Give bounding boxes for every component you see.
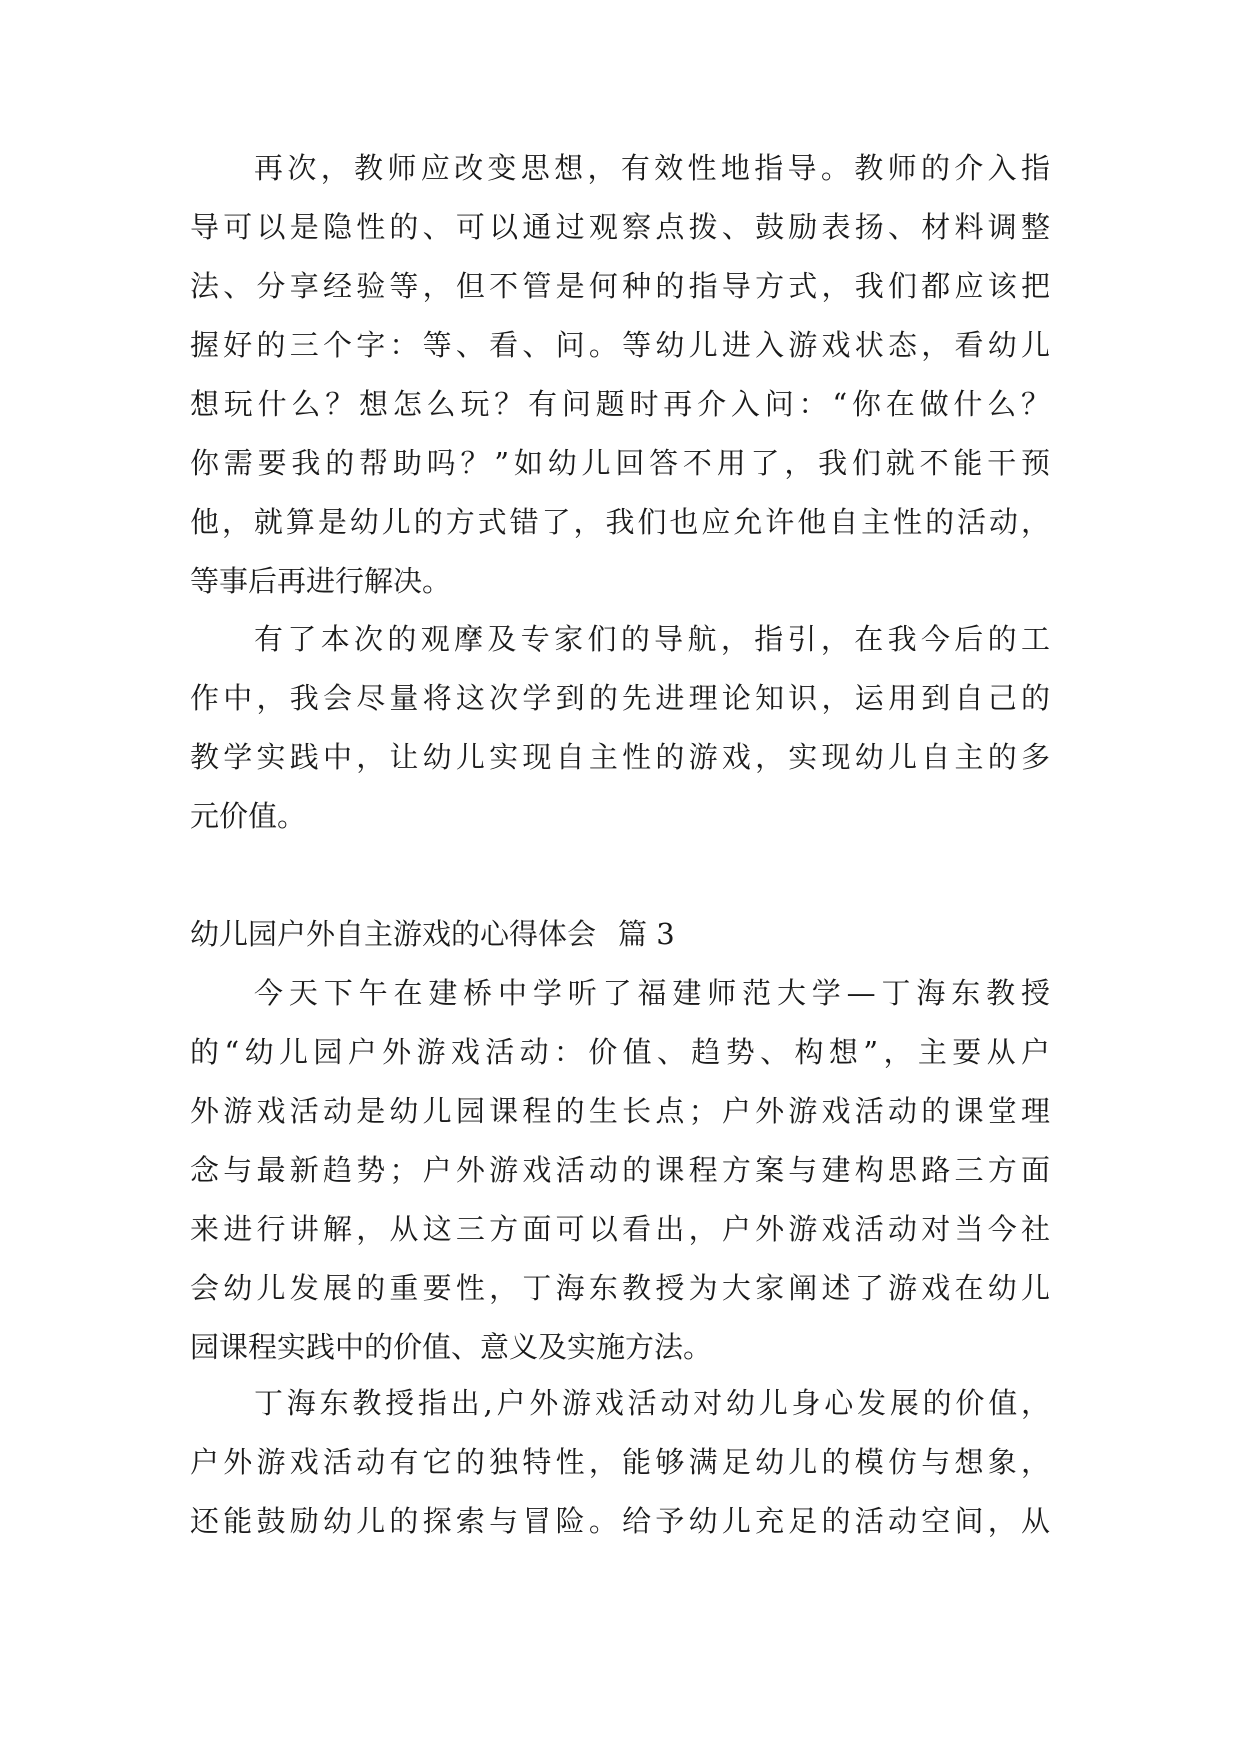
text-line: 丁海东教授指出,户外游戏活动对幼儿身心发展的价值， [254,1386,1050,1420]
text-line: 来进行讲解，从这三方面可以看出，户外游戏活动对当今社 [190,1212,1050,1246]
text-line: 今天下午在建桥中学听了福建师范大学—丁海东教授 [254,976,1050,1010]
text-line: 园课程实践中的价值、意义及实施方法。 [190,1330,713,1364]
section-title: 幼儿园户外自主游戏的心得体会 [190,917,597,951]
text-line: 法、分享经验等，但不管是何种的指导方式，我们都应该把 [190,269,1050,303]
text-line: 作中，我会尽量将这次学到的先进理论知识，运用到自己的 [190,681,1050,715]
text-line: 导可以是隐性的、可以通过观察点拨、鼓励表扬、材料调整 [190,210,1050,244]
text-line: 你需要我的帮助吗？”如幼儿回答不用了，我们就不能干预 [190,446,1050,480]
text-line: 再次，教师应改变思想，有效性地指导。教师的介入指 [254,151,1050,185]
text-line: 念与最新趋势；户外游戏活动的课程方案与建构思路三方面 [190,1153,1050,1187]
paragraph-conclusion [190,610,1050,846]
section-part-label: 篇 3 [618,917,675,951]
text-line: 教学实践中，让幼儿实现自主性的游戏，实现幼儿自主的多 [190,740,1050,774]
text-line: 户外游戏活动有它的独特性，能够满足幼儿的模仿与想象， [190,1445,1050,1479]
section-heading [190,905,675,964]
text-line: 握好的三个字：等、看、问。等幼儿进入游戏状态，看幼儿 [190,328,1050,362]
text-line: 有了本次的观摩及专家们的导航，指引，在我今后的工 [254,622,1050,656]
text-line: 外游戏活动是幼儿园课程的生长点；户外游戏活动的课堂理 [190,1094,1050,1128]
text-line: 想玩什么？想怎么玩？有问题时再介入问：“你在做什么？ [190,387,1050,421]
text-line: 元价值。 [190,799,307,833]
text-line: 他，就算是幼儿的方式错了，我们也应允许他自主性的活动， [190,505,1050,539]
paragraph-outdoor-value [190,1374,1050,1551]
paragraph-lecture-summary [190,964,1050,1377]
text-line: 还能鼓励幼儿的探索与冒险。给予幼儿充足的活动空间，从 [190,1504,1050,1538]
text-line: 会幼儿发展的重要性，丁海东教授为大家阐述了游戏在幼儿 [190,1271,1050,1305]
paragraph-teacher-guidance [190,139,1050,611]
text-line: 的“幼儿园户外游戏活动：价值、趋势、构想”，主要从户 [190,1035,1050,1069]
text-line: 等事后再进行解决。 [190,564,452,598]
